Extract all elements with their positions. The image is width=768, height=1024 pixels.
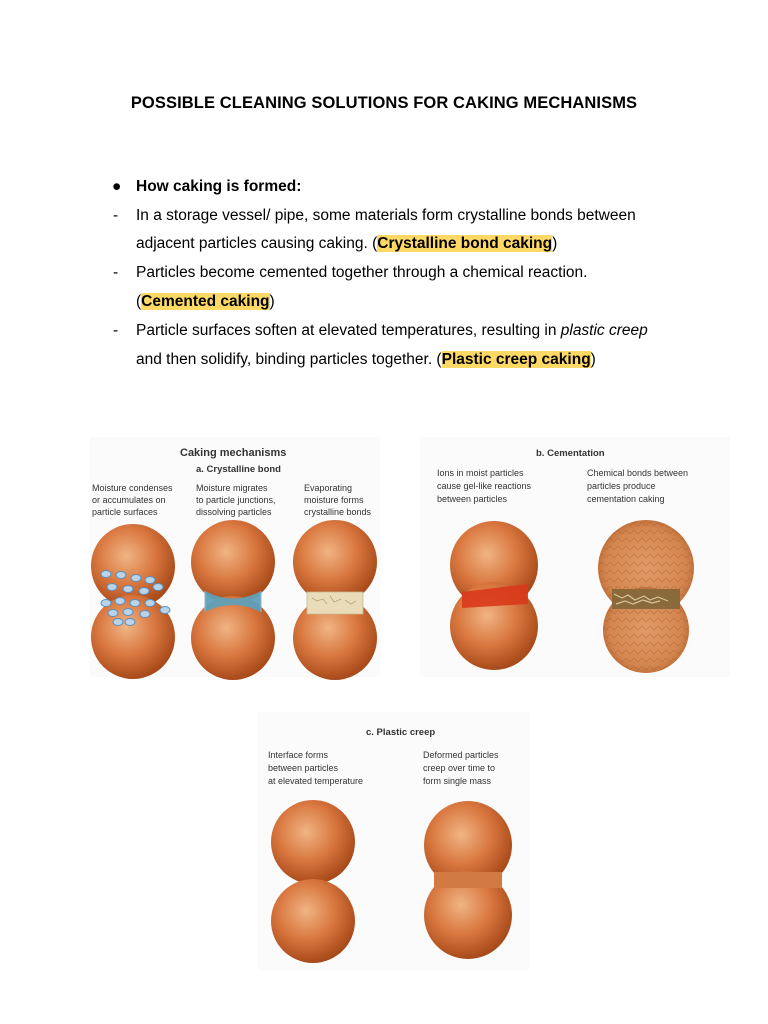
a-label-3-line-3: crystalline bonds — [304, 507, 372, 517]
b-label-2-line-1: Chemical bonds between — [587, 468, 689, 478]
highlight-crystalline: Crystalline bond caking — [377, 235, 553, 252]
a-label-2-line-2: to particle junctions, — [196, 495, 276, 505]
item-1-line-1: In a storage vessel/ pipe, some materials form crystalline bonds between — [136, 207, 636, 224]
dash-2: - — [113, 264, 119, 281]
panel-a-title: a. Crystalline bond — [196, 464, 281, 475]
c-label-2-line-2: creep over time to — [423, 763, 496, 773]
b-label-1-line-3: between particles — [437, 494, 508, 504]
a-label-2-line-1: Moisture migrates — [196, 483, 268, 493]
c-label-2-line-1: Deformed particles — [423, 750, 499, 760]
figure-main-title: Caking mechanisms — [180, 447, 287, 459]
a-label-2-line-3: dissolving particles — [196, 507, 272, 517]
panel-c-title: c. Plastic creep — [366, 727, 436, 738]
item-3-line-1: Particle surfaces soften at elevated temperatures, resulting in plastic creep — [136, 322, 648, 339]
c-label-1-line-2: between particles — [268, 763, 339, 773]
b-label-1-line-1: Ions in moist particles — [437, 468, 524, 478]
a-label-1-line-2: or accumulates on — [92, 495, 166, 505]
b-label-2-line-3: cementation caking — [587, 494, 665, 504]
a-label-1-line-1: Moisture condenses — [92, 483, 173, 493]
item-3-line-2: and then solidify, binding particles together. (Plastic creep caking) — [136, 351, 596, 368]
item-2-line-2: (Cemented caking) — [136, 293, 275, 310]
a-label-3-line-2: moisture forms — [304, 495, 364, 505]
c-label-1-line-3: at elevated temperature — [268, 776, 364, 786]
dash-3: - — [113, 322, 119, 339]
page-title: POSSIBLE CLEANING SOLUTIONS FOR CAKING MECHANISMS — [130, 94, 638, 112]
b-label-1-line-2: cause gel-like reactions — [437, 481, 532, 491]
c-particles-merged — [424, 801, 512, 959]
b-particles-cement — [598, 520, 694, 673]
panel-b-title: b. Cementation — [536, 448, 605, 459]
a-label-1-line-3: particle surfaces — [92, 507, 158, 517]
item-2-line-1: Particles become cemented together through a chemical reaction. — [136, 264, 588, 281]
b-label-2-line-2: particles produce — [587, 481, 656, 491]
highlight-plastic-creep: Plastic creep caking — [441, 351, 591, 368]
a-label-3-line-1: Evaporating — [304, 483, 353, 493]
item-1-line-2: adjacent particles causing caking. (Crystalline bond caking) — [136, 235, 558, 252]
bullet-heading: How caking is formed: — [136, 178, 302, 195]
highlight-cemented: Cemented caking — [141, 293, 270, 310]
c-label-2-line-3: form single mass — [423, 776, 492, 786]
c-label-1-line-1: Interface forms — [268, 750, 329, 760]
b-particles-gel — [450, 521, 538, 670]
bullet-symbol: ● — [112, 178, 122, 195]
dash-1: - — [113, 207, 119, 224]
